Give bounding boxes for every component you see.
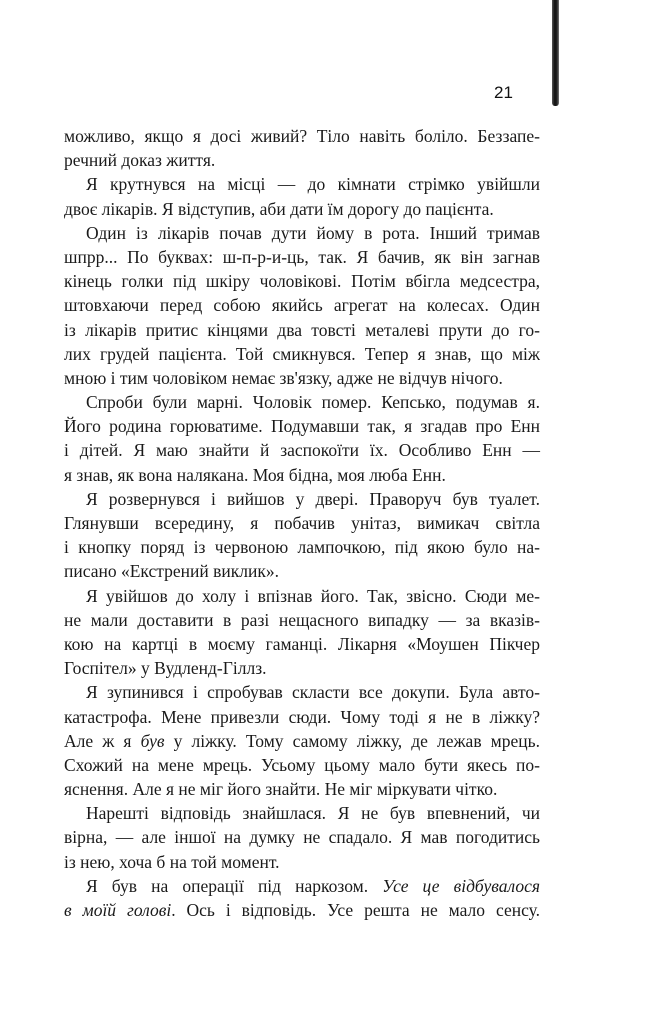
line-text: Схожий на мене мрець. Усьому цьому мало бути якесь по- [64,754,540,775]
text-line [64,898,540,922]
line-text: Я увійшов до холу і впізнав його. Так, звісно. Сюди ме- [86,585,540,606]
page-edge-marker [552,0,559,106]
line-text: не мали доставити в разі нещасного випадку — за вказів- [64,609,540,630]
page-number: 21 [494,83,513,102]
italic-emphasis: був [140,730,165,751]
text-line [64,874,540,898]
text-line [64,124,540,148]
text-line [64,172,540,196]
text-line [64,463,540,487]
line-text: і дітей. Я маю знайти й заспокоїти їх. Особливо Енн — [64,440,540,461]
line-text: катастрофа. Мене привезли сюди. Чому тоді я не в ліжку? [64,706,540,727]
line-text: із лікарів притис кінцями два товсті металеві прути до го- [64,319,540,340]
line-text: Я крутнувся на місці — до кімнати стрімко увійшли [86,174,540,195]
line-text-after: у ліжку. Тому самому ліжку, де лежав мрець. [164,730,540,751]
line-text: Я розвернувся і вийшов у двері. Праворуч був туалет. [86,488,540,509]
text-line [64,753,540,777]
text-line [64,801,540,825]
text-line [64,487,540,511]
line-text: і кнопку поряд із червоною лампочкою, під якою було на- [64,537,540,558]
text-line [64,680,540,704]
text-line [64,390,540,414]
line-text: Глянувши всередину, я побачив унітаз, вимикач світла [64,513,540,533]
text-line [64,559,540,583]
line-text: Його родина горюватиме. Подумавши так, я згадав про Енн [64,416,540,437]
text-line [64,632,540,656]
line-text: мною і тим чоловіком немає зв'язку, адже не відчув нічого. [64,367,503,388]
text-line [64,342,540,366]
line-text: Госпітел» у Вудленд-Гіллз. [64,658,267,679]
italic-emphasis: Усе це відбувалося [382,875,540,896]
text-line [64,293,540,317]
text-line [64,438,540,462]
text-line [64,511,540,535]
line-text: писано «Екстрений виклик». [64,561,279,582]
line-text: кінець голки під шкіру чоловікові. Потім вбігла медсестра, [64,271,540,292]
text-line [64,318,540,342]
text-line [64,148,540,172]
line-text: можливо, якщо я досі живий? Тіло навіть боліло. Беззапе- [64,126,540,146]
text-line [64,608,540,632]
line-text: шпрр... По буквах: ш-п-р-и-ць, так. Я бачив, як він загнав [64,246,540,267]
line-text: Один із лікарів почав дути йому в рота. Інший тримав [86,222,540,243]
line-text: я знав, як вона налякана. Моя бідна, моя люба Енн. [64,464,446,485]
text-line [64,414,540,438]
text-line [64,777,540,801]
text-line [64,729,540,753]
line-text: вірна, — але іншої на думку не спадало. Я мав погодитись [64,827,540,848]
line-text: із нею, хоча б на той момент. [64,851,280,872]
text-line [64,366,540,390]
body-text [64,124,540,922]
text-line [64,584,540,608]
text-line [64,269,540,293]
line-text: лих грудей пацієнта. Той смикнувся. Тепер я знав, що між [64,343,540,364]
line-text: Я зупинився і спробував скласти все докупи. Була авто- [86,682,540,703]
text-line [64,221,540,245]
italic-emphasis: в моїй голові [64,900,172,920]
text-line [64,656,540,680]
line-text: Але ж я [64,730,141,751]
line-text: Нарешті відповідь знайшлася. Я не був впевнений, чи [86,803,540,824]
text-line [64,535,540,559]
text-line [64,245,540,269]
text-line [64,850,540,874]
line-text: Я був на операції під наркозом. [86,875,383,896]
line-text: Спроби були марні. Чоловік помер. Кепсько, подумав я. [86,392,540,413]
line-text: двоє лікарів. Я відступив, аби дати їм дорогу до пацієнта. [64,198,494,219]
line-text-after: . Ось і відповідь. Усе решта не мало сенсу. [171,900,541,920]
text-line [64,825,540,849]
line-text: штовхаючи перед собою якийсь агрегат на колесах. Один [64,295,540,316]
line-text: кою на картці в моєму гаманці. Лікарня «Моушен Пікчер [64,633,540,654]
line-text: яснення. Але я не міг його знайти. Не міг міркувати чітко. [64,779,498,800]
text-line [64,197,540,221]
text-line [64,705,540,729]
line-text: речний доказ життя. [64,150,216,171]
